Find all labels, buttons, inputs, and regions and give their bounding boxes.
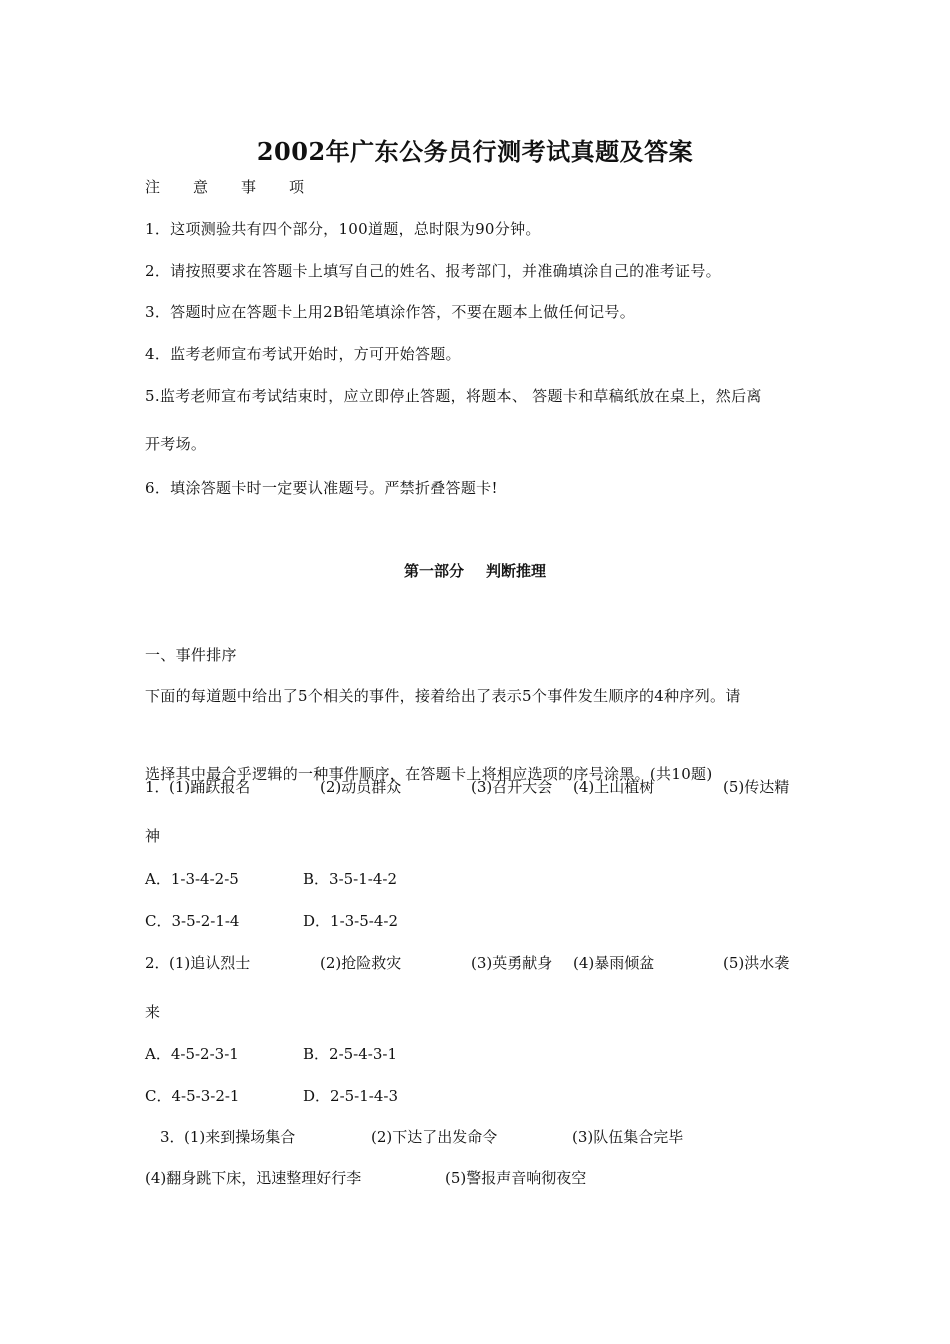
notice-item: 2．请按照要求在答题卡上填写自己的姓名、报考部门，并准确填涂自己的准考证号。 bbox=[145, 262, 721, 280]
part-heading bbox=[0, 561, 950, 581]
option-b: B．3-5-1-4-2 bbox=[303, 870, 398, 888]
notice-item: 5.监考老师宣布考试结束时，应立即停止答题，将题本、 答题卡和草稿纸放在桌上，然后离 bbox=[145, 387, 762, 405]
notice-item: 3．答题时应在答题卡上用2B铅笔填涂作答，不要在题本上做任何记号。 bbox=[145, 303, 636, 321]
question-number: 1． bbox=[145, 778, 170, 796]
event-item: (1)来到操场集合 bbox=[184, 1128, 296, 1146]
option-c: C．4-5-3-2-1 bbox=[145, 1087, 240, 1105]
notice-heading-char: 项 bbox=[289, 178, 305, 196]
event-item: (1)追认烈士 bbox=[169, 954, 251, 972]
event-item: (4)上山植树 bbox=[573, 778, 655, 796]
question-number: 2． bbox=[145, 954, 170, 972]
event-item-continuation: 来 bbox=[145, 1003, 161, 1021]
notice-heading-char: 事 bbox=[241, 178, 257, 196]
event-item: (3)召开大会 bbox=[471, 778, 553, 796]
option-a: A．1-3-4-2-5 bbox=[145, 870, 239, 888]
notice-heading-char: 注 bbox=[145, 178, 161, 196]
instructions-line: 下面的每道题中给出了5个相关的事件，接着给出了表示5个事件发生顺序的4种序列。请 bbox=[145, 687, 741, 705]
part-label: 第一部分 bbox=[403, 562, 464, 580]
event-item: (5)传达精 bbox=[723, 778, 790, 796]
event-item: (3)队伍集合完毕 bbox=[572, 1128, 684, 1146]
notice-item: 4．监考老师宣布考试开始时，方可开始答题。 bbox=[145, 345, 461, 363]
event-item: (1)踊跃报名 bbox=[169, 778, 251, 796]
subsection-heading: 一、事件排序 bbox=[145, 646, 237, 664]
option-d: D．1-3-5-4-2 bbox=[303, 912, 399, 930]
option-b: B．2-5-4-3-1 bbox=[303, 1045, 398, 1063]
instructions-line: 选择其中最合乎逻辑的一种事件顺序，在答题卡上将相应选项的序号涂黑。(共10题) bbox=[145, 765, 713, 783]
event-item-continuation: 神 bbox=[145, 827, 161, 845]
notice-heading bbox=[145, 177, 337, 197]
notice-heading-char: 意 bbox=[193, 178, 209, 196]
notice-item: 6．填涂答题卡时一定要认准题号。严禁折叠答题卡! bbox=[145, 479, 498, 497]
event-item: (2)下达了出发命令 bbox=[371, 1128, 498, 1146]
option-c: C．3-5-2-1-4 bbox=[145, 912, 240, 930]
event-item: (4)暴雨倾盆 bbox=[573, 954, 655, 972]
event-item: (5)警报声音响彻夜空 bbox=[445, 1169, 587, 1187]
question-number: 3． bbox=[160, 1128, 185, 1146]
notice-item: 1．这项测验共有四个部分，100道题，总时限为90分钟。 bbox=[145, 220, 541, 238]
option-a: A．4-5-2-3-1 bbox=[145, 1045, 239, 1063]
event-item: (5)洪水袭 bbox=[723, 954, 790, 972]
option-d: D．2-5-1-4-3 bbox=[303, 1087, 399, 1105]
part-name: 判断推理 bbox=[486, 562, 547, 580]
event-item: (2)抢险救灾 bbox=[320, 954, 402, 972]
event-item: (4)翻身跳下床，迅速整理好行李 bbox=[145, 1169, 362, 1187]
event-item: (3)英勇献身 bbox=[471, 954, 553, 972]
document-title: 2002年广东公务员行测考试真题及答案 bbox=[256, 137, 694, 166]
notice-item-continuation: 开考场。 bbox=[145, 435, 207, 453]
event-item: (2)动员群众 bbox=[320, 778, 402, 796]
